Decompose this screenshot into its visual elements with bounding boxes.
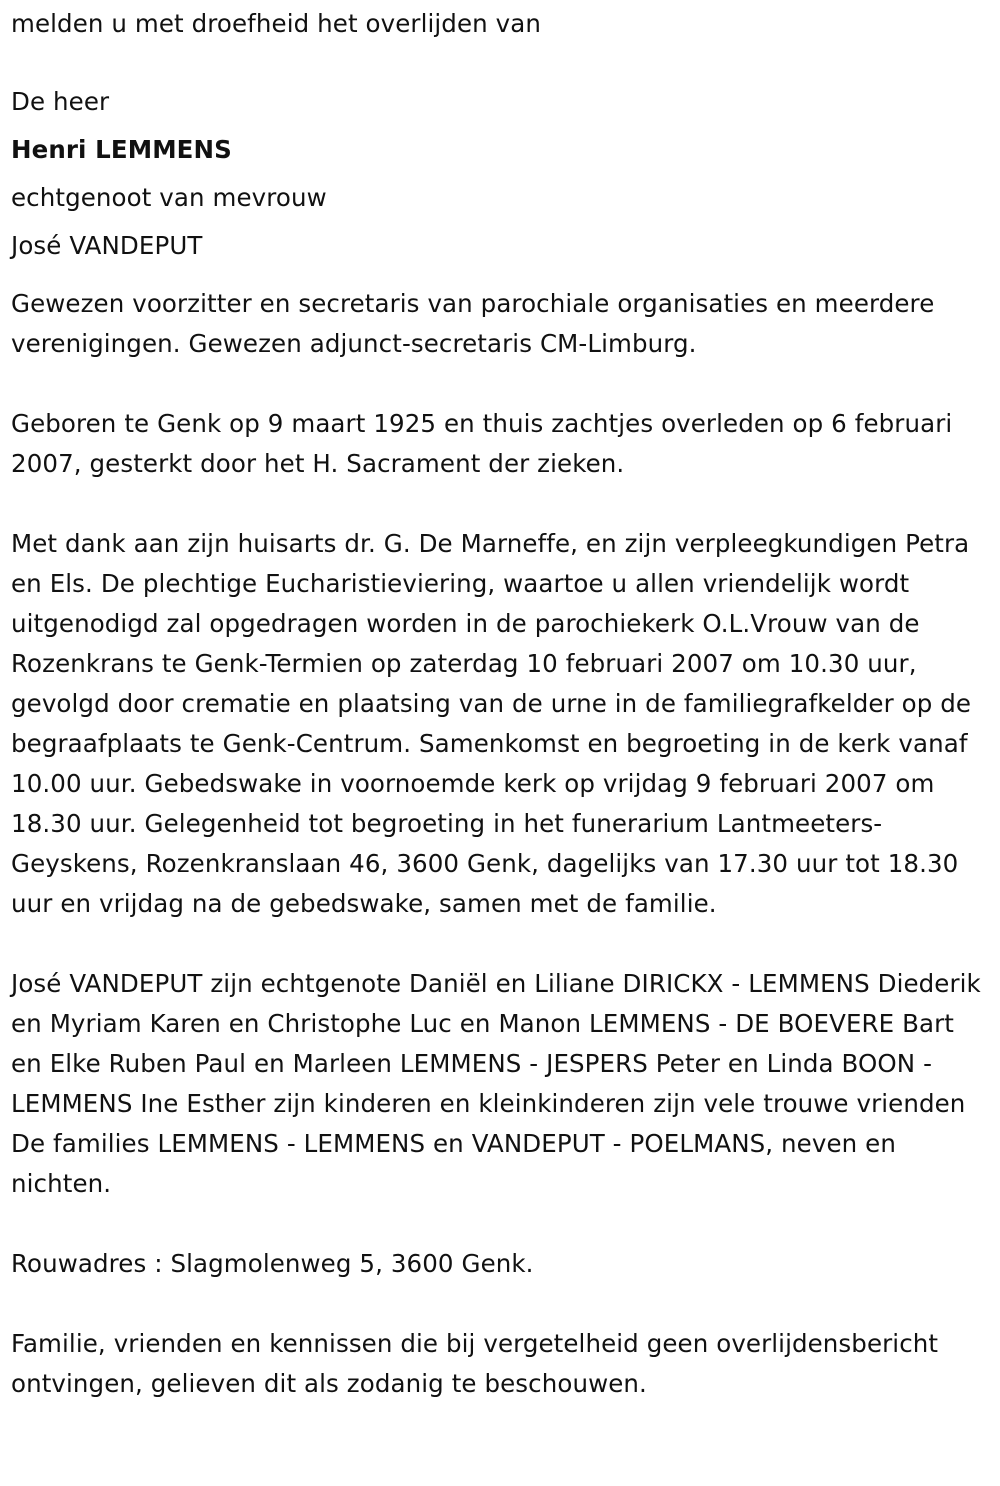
obituary-notice — [11, 4, 991, 1404]
family-paragraph: José VANDEPUT zijn echtgenote Daniël en Liliane DIRICKX - LEMMENS Diederik en Myriam Karen en Christophe Luc en Manon LEMMENS - DE BOEVERE Bart en Elke Ruben Paul en Marleen LEMMENS - JESPERS Peter en Linda BOON - LEMMENS Ine Esther zijn kinderen en kleinkinderen zijn vele trouwe vrienden De families LEMMENS - LEMMENS en VANDEPUT - POELMANS, neven en nichten. — [11, 969, 981, 1198]
deceased-header — [11, 78, 991, 270]
salutation: De heer — [11, 87, 110, 116]
deceased-name: Henri LEMMENS — [11, 135, 232, 164]
address-paragraph: Rouwadres : Slagmolenweg 5, 3600 Genk. — [11, 1249, 534, 1278]
closing-paragraph: Familie, vrienden en kennissen die bij vergetelheid geen overlijdensbericht ontvingen, gelieven dit als zodanig te beschouwen. — [11, 1329, 939, 1398]
relation-text: echtgenoot van mevrouw — [11, 183, 327, 212]
ceremony-paragraph: Met dank aan zijn huisarts dr. G. De Marneffe, en zijn verpleegkundigen Petra en Els. De plechtige Eucharistieviering, waartoe u allen vriendelijk wordt uitgenodigd zal opgedragen worden in de parochiekerk O.L.Vrouw van de Rozenkrans te Genk-Termien op zaterdag 10 februari 2007 om 10.30 uur, gevolgd door crematie en plaatsing van de urne in de familiegrafkelder op de begraafplaats te Genk-Centrum. Samenkomst en begroeting in de kerk vanaf 10.00 uur. Gebedswake in voornoemde kerk op vrijdag 9 februari 2007 om 18.30 uur. Gelegenheid tot begroeting in het funerarium Lantmeeters-Geyskens, Rozenkranslaan 46, 3600 Genk, dagelijks van 17.30 uur tot 18.30 uur en vrijdag na de gebedswake, samen met de familie. — [11, 529, 972, 918]
birth-death-paragraph: Geboren te Genk op 9 maart 1925 en thuis zachtjes overleden op 6 februari 2007, gesterkt door het H. Sacrament der zieken. — [11, 409, 953, 478]
intro-text: melden u met droefheid het overlijden van — [11, 9, 541, 38]
spouse-name: José VANDEPUT — [11, 231, 203, 260]
roles-paragraph: Gewezen voorzitter en secretaris van parochiale organisaties en meerdere verenigingen. Gewezen adjunct-secretaris CM-Limburg. — [11, 289, 935, 358]
